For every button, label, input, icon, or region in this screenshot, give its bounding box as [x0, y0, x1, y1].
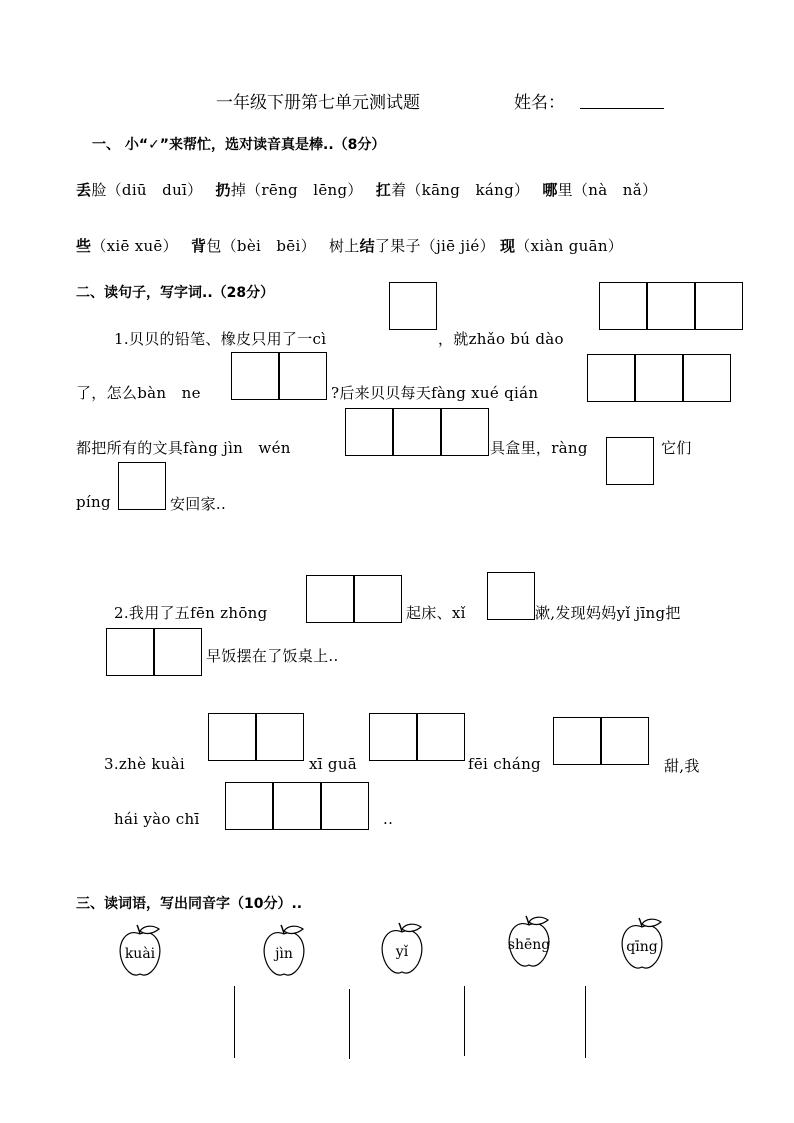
section2-heading: 二、读句子，写字词..（28分）	[76, 285, 275, 301]
answer-box[interactable]	[606, 437, 654, 485]
sentence-text: ..	[383, 810, 394, 828]
answer-box[interactable]	[256, 713, 304, 761]
choice-row-2	[76, 235, 623, 256]
section3-heading: 三、读词语，写出同音字（10分）..	[76, 896, 303, 912]
sentence-text: 具盒里，ràng	[490, 439, 588, 457]
sentence-text: 漱,发现妈妈yǐ jīng把	[535, 604, 681, 622]
choice-item[interactable]: 扔掉（rēng lēng）	[215, 181, 363, 199]
apple-pinyin: kuài	[124, 946, 156, 962]
apple-sheng	[504, 915, 560, 975]
sentence-text: fēi cháng	[468, 755, 541, 773]
sentence-text: 安回家..	[170, 495, 227, 513]
name-field[interactable]	[580, 88, 664, 109]
choice-item[interactable]: 背包（bèi bēi）	[191, 237, 316, 255]
answer-box[interactable]	[587, 354, 635, 402]
page-title: 一年级下册第七单元测试题	[216, 93, 420, 113]
answer-box[interactable]	[553, 717, 601, 765]
sentence-text: 它们	[661, 439, 692, 457]
sentence-text: 都把所有的文具fàng jìn wén	[76, 439, 291, 457]
section1-heading: 一、 小“✓”来帮忙，选对读音真是棒..（8分）	[92, 137, 386, 153]
answer-box[interactable]	[321, 782, 369, 830]
apple-pinyin: yǐ	[395, 944, 409, 960]
sentence-text: 甜,我	[664, 757, 700, 775]
sentence-text: píng	[76, 493, 111, 511]
answer-box[interactable]	[106, 628, 154, 676]
answer-box[interactable]	[601, 717, 649, 765]
answer-box[interactable]	[279, 352, 327, 400]
choice-item[interactable]: 扛着（kāng káng）	[375, 181, 530, 199]
answer-box[interactable]	[369, 713, 417, 761]
answer-box[interactable]	[647, 282, 695, 330]
choice-item[interactable]: 丢脸（diū duī）	[76, 181, 203, 199]
apple-yi	[377, 922, 433, 982]
choice-item[interactable]: 现（xiàn guān）	[499, 237, 624, 255]
answer-box[interactable]	[683, 354, 731, 402]
answer-divider	[234, 986, 235, 1058]
choice-row-1	[76, 179, 657, 200]
sentence-text: ，就zhǎo bú dào	[438, 330, 564, 348]
sentence-text: hái yào chī	[114, 810, 200, 828]
apple-pinyin: qīng	[626, 939, 658, 955]
answer-box[interactable]	[208, 713, 256, 761]
name-label: 姓名：	[514, 93, 565, 113]
answer-box[interactable]	[393, 408, 441, 456]
answer-box[interactable]	[118, 462, 166, 510]
sentence-text: 了，怎么bàn ne	[76, 384, 201, 402]
answer-box[interactable]	[635, 354, 683, 402]
answer-box[interactable]	[354, 575, 402, 623]
sentence-text: 早饭摆在了饭桌上..	[206, 647, 339, 665]
answer-box[interactable]	[441, 408, 489, 456]
answer-box[interactable]	[225, 782, 273, 830]
choice-item[interactable]: 些（xiē xuē）	[76, 237, 178, 255]
sentence-text: 起床、xǐ	[406, 604, 466, 622]
sentence-text: 2.我用了五fēn zhōng	[114, 604, 268, 622]
apple-qing	[617, 917, 673, 977]
answer-box[interactable]	[389, 282, 437, 330]
answer-box[interactable]	[231, 352, 279, 400]
apple-pinyin: jìn	[275, 946, 293, 962]
answer-box[interactable]	[306, 575, 354, 623]
answer-divider	[349, 989, 350, 1059]
choice-item[interactable]: 树上结了果子（jiē jié）	[328, 237, 495, 255]
sentence-text: ?后来贝贝每天fàng xué qián	[331, 384, 539, 402]
answer-box[interactable]	[417, 713, 465, 761]
answer-box[interactable]	[273, 782, 321, 830]
sentence-text: xī guā	[309, 755, 358, 773]
answer-divider	[464, 986, 465, 1056]
answer-box[interactable]	[487, 572, 535, 620]
answer-box[interactable]	[695, 282, 743, 330]
apple-jin	[259, 924, 315, 984]
sentence-text: 1.贝贝的铅笔、橡皮只用了一cì	[114, 330, 327, 348]
apple-kuai	[115, 924, 171, 984]
apple-pinyin: shēng	[507, 937, 551, 953]
answer-divider	[585, 986, 586, 1058]
answer-box[interactable]	[599, 282, 647, 330]
answer-box[interactable]	[345, 408, 393, 456]
answer-box[interactable]	[154, 628, 202, 676]
sentence-text: 3.zhè kuài	[104, 755, 186, 773]
choice-item[interactable]: 哪里（nà nǎ）	[542, 181, 658, 199]
